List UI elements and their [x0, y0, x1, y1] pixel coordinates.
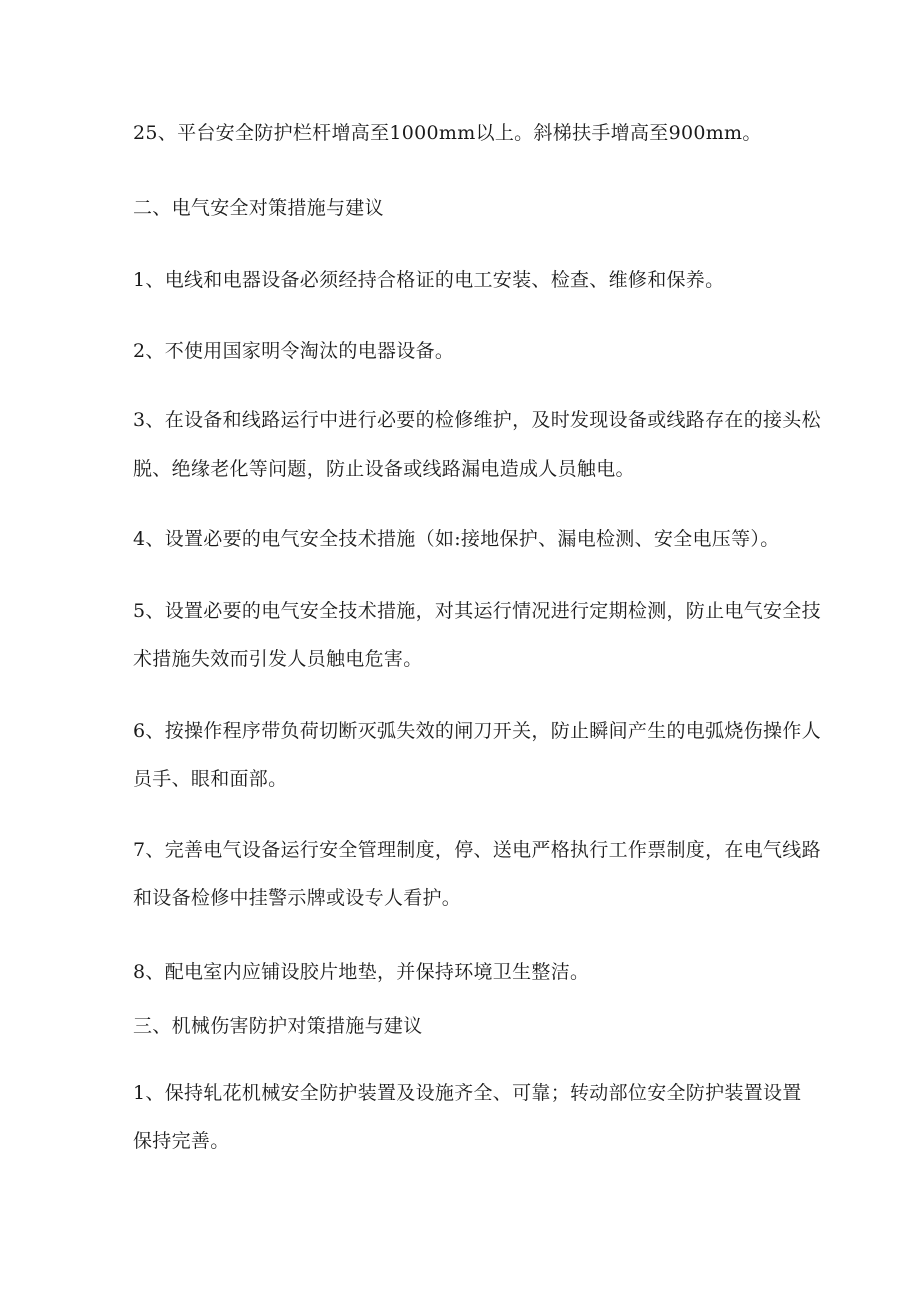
electrical-item-3-line-1: 3、在设备和线路运行中进行必要的检修维护，及时发现设备或线路存在的接头松	[133, 409, 821, 431]
mechanical-item-1-line-2: 保持完善。	[133, 1130, 230, 1152]
section-heading-mechanical: 三、机械伤害防护对策措施与建议	[133, 1015, 423, 1037]
electrical-item-8: 8、配电室内应铺设胶片地垫，并保持环境卫生整洁。	[133, 961, 590, 983]
electrical-item-7-line-1: 7、完善电气设备运行安全管理制度，停、送电严格执行工作票制度，在电气线路	[133, 839, 821, 861]
electrical-item-2: 2、不使用国家明令淘汰的电器设备。	[133, 340, 455, 362]
electrical-item-3-line-2: 脱、绝缘老化等问题，防止设备或线路漏电造成人员触电。	[133, 458, 635, 480]
electrical-item-4: 4、设置必要的电气安全技术措施（如:接地保护、漏电检测、安全电压等）。	[133, 528, 780, 550]
item-25-platform-railing: 25、平台安全防护栏杆增高至1000mm以上。斜梯扶手增高至900mm。	[133, 122, 762, 144]
electrical-item-6-line-2: 员手、眼和面部。	[133, 768, 288, 790]
mechanical-item-1-line-1: 1、保持轧花机械安全防护装置及设施齐全、可靠；转动部位安全防护装置设置	[133, 1082, 802, 1104]
electrical-item-1: 1、电线和电器设备必须经持合格证的电工安装、检查、维修和保养。	[133, 269, 725, 291]
electrical-item-5-line-1: 5、设置必要的电气安全技术措施，对其运行情况进行定期检测，防止电气安全技	[133, 600, 821, 622]
electrical-item-5-line-2: 术措施失效而引发人员触电危害。	[133, 648, 423, 670]
section-heading-electrical: 二、电气安全对策措施与建议	[133, 197, 384, 219]
electrical-item-6-line-1: 6、按操作程序带负荷切断灭弧失效的闸刀开关，防止瞬间产生的电弧烧伤操作人	[133, 720, 821, 742]
electrical-item-7-line-2: 和设备检修中挂警示牌或设专人看护。	[133, 887, 462, 909]
